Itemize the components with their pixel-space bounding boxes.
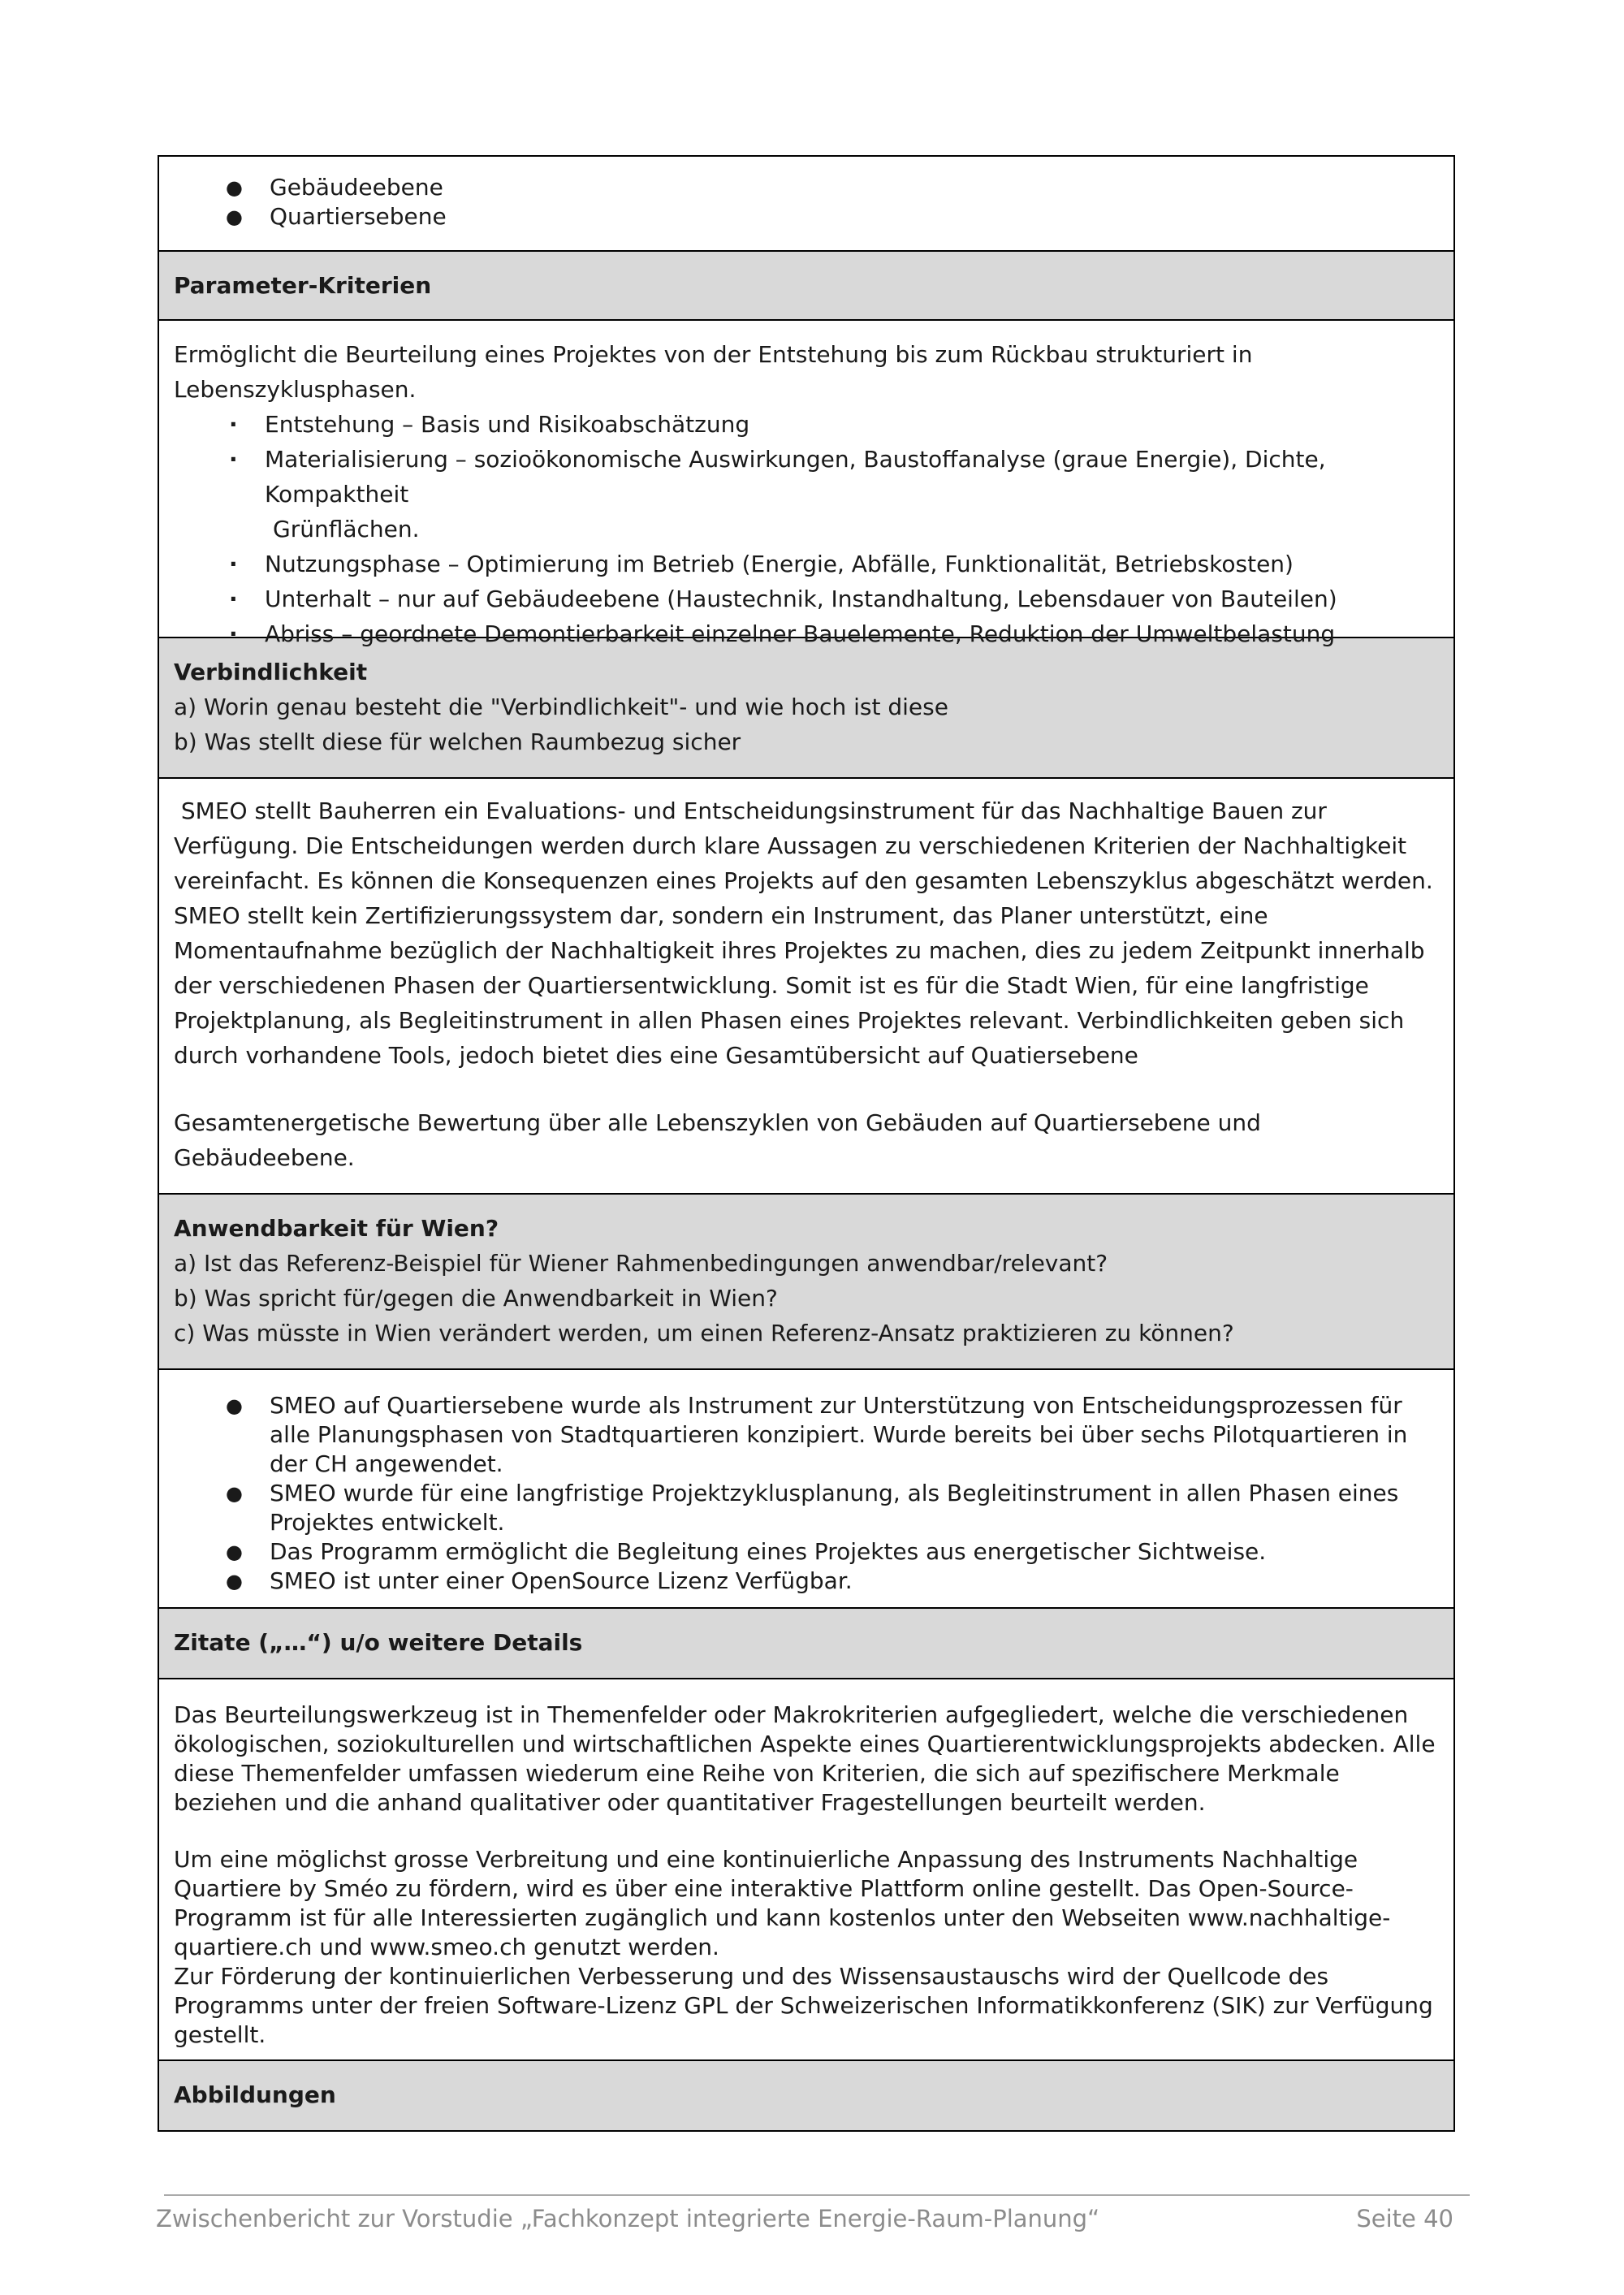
verbindlichkeit-body-row — [159, 779, 1453, 1195]
zitate-paragraph-3: Zur Förderung der kontinuierlichen Verbesserung und des Wissensaustauschs wird der Quellcode des Programms unter der freien Software-Lizenz GPL der Schweizerischen Informatikkonferenz (SIK) zur Verfügung gestellt. — [174, 1963, 1433, 2048]
section-heading: Parameter-Kriterien — [174, 272, 432, 299]
lifecycle-list — [174, 407, 1439, 651]
list-item: ● Quartiersebene — [174, 202, 1439, 231]
list-item: · Materialisierung – sozioökonomische Auswirkungen, Baustoffanalyse (graue Energie), Dichte, Kompaktheit Grünflächen. — [174, 442, 1439, 547]
question-b: b) Was spricht für/gegen die Anwendbarkeit in Wien? — [174, 1285, 778, 1312]
levels-list — [174, 173, 1439, 231]
parameter-heading-row — [159, 252, 1453, 321]
list-item: ● SMEO auf Quartiersebene wurde als Instrument zur Unterstützung von Entscheidungsprozessen für alle Planungsphasen von Stadtquartieren konzipiert. Wurde bereits bei über sechs Pilotquartieren in der CH angewendet. — [174, 1391, 1439, 1479]
zitate-heading-row — [159, 1609, 1453, 1679]
list-item: ● SMEO ist unter einer OpenSource Lizenz Verfügbar. — [174, 1567, 1439, 1596]
verbindlichkeit-paragraph: SMEO stellt Bauherren ein Evaluations- und Entscheidungsinstrument für das Nachhaltige Bauen zur Verfügung. Die Entscheidungen werden durch klare Aussagen zu verschiedenen Kriterien der Nachhaltigkeit vereinfacht. Es können die Konsequenzen eines Projekts auf den gesamten Lebenszyklus abgeschätzt werden. SMEO stellt kein Zertifizierungssystem dar, sondern ein Instrument, das Planer unterstützt, eine Momentaufnahme bezüglich der Nachhaltigkeit ihres Projektes zu machen, dies zu jedem Zeitpunkt innerhalb der verschiedenen Phasen der Quartiersentwicklung. Somit ist es für die Stadt Wien, für eine langfristige Projektplanung, als Begleitinstrument in allen Phasen eines Projektes relevant. Verbindlichkeiten geben sich durch vorhandene Tools, jedoch bietet dies eine Gesamtübersicht auf Quatiersebene — [174, 797, 1440, 1069]
section-heading: Verbindlichkeit — [174, 659, 368, 685]
abbildungen-heading-row — [159, 2061, 1453, 2132]
verbindlichkeit-summary: Gesamtenergetische Bewertung über alle Lebenszyklen von Gebäuden auf Quartiersebene und Gebäudeebene. — [174, 1109, 1261, 1171]
verbindlichkeit-heading-row — [159, 638, 1453, 779]
parameter-body-row — [159, 321, 1453, 647]
anwendbarkeit-heading-row — [159, 1195, 1453, 1370]
page-number: Seite 40 — [1356, 2205, 1453, 2232]
list-item: · Entstehung – Basis und Risikoabschätzung — [174, 407, 1439, 442]
list-item: ● SMEO wurde für eine langfristige Projektzyklusplanung, als Begleitinstrument in allen Phasen eines Projektes entwickelt. — [174, 1479, 1439, 1537]
question-c: c) Was müsste in Wien verändert werden, um einen Referenz-Ansatz praktizieren zu können? — [174, 1320, 1234, 1346]
list-item: · Abriss – geordnete Demontierbarkeit einzelner Bauelemente, Reduktion der Umweltbelastung — [174, 616, 1439, 651]
question-b: b) Was stellt diese für welchen Raumbezug sicher — [174, 728, 741, 755]
section-heading: Anwendbarkeit für Wien? — [174, 1215, 499, 1242]
list-item: · Unterhalt – nur auf Gebäudeebene (Haustechnik, Instandhaltung, Lebensdauer von Bauteilen) — [174, 581, 1439, 616]
section-heading: Zitate („…“) u/o weitere Details — [174, 1629, 583, 1656]
footer-divider — [164, 2194, 1470, 2196]
anwendbarkeit-body-row — [159, 1370, 1453, 1609]
list-item: · Nutzungsphase – Optimierung im Betrieb (Energie, Abfälle, Funktionalität, Betriebskosten) — [174, 547, 1439, 581]
list-item: ● Das Programm ermöglicht die Begleitung eines Projektes aus energetischer Sichtweise. — [174, 1537, 1439, 1567]
question-a: a) Ist das Referenz-Beispiel für Wiener Rahmenbedingungen anwendbar/relevant? — [174, 1250, 1108, 1277]
levels-row — [159, 157, 1453, 252]
question-a: a) Worin genau besteht die "Verbindlichkeit"- und wie hoch ist diese — [174, 694, 948, 720]
zitate-paragraph-1: Das Beurteilungswerkzeug ist in Themenfelder oder Makrokriterien aufgegliedert, welche die verschiedenen ökologischen, soziokulturellen und wirtschaftlichen Aspekte eines Quartierentwicklungsprojekts abdecken. Alle diese Themenfelder umfassen wiederum eine Reihe von Kriterien, die sich auf spezifischere Merkmale beziehen und die anhand qualitativer oder quantitativer Fragestellungen beurteilt werden. — [174, 1701, 1436, 1816]
footer-title: Zwischenbericht zur Vorstudie „Fachkonzept integrierte Energie-Raum-Planung“ — [156, 2205, 1100, 2232]
parameter-intro: Ermöglicht die Beurteilung eines Projektes von der Entstehung bis zum Rückbau strukturiert in Lebenszyklusphasen. — [174, 341, 1253, 403]
content-table — [158, 155, 1455, 2132]
list-item: ● Gebäudeebene — [174, 173, 1439, 202]
zitate-paragraph-2: Um eine möglichst grosse Verbreitung und eine kontinuierliche Anpassung des Instruments Nachhaltige Quartiere by Sméo zu fördern, wird es über eine interaktive Plattform online gestellt. Das Open-Source-Programm ist für alle Interessierten zugänglich und kann kostenlos unter den Webseiten www.nachhaltige-quartiere.ch und www.smeo.ch genutzt werden. — [174, 1846, 1391, 1960]
section-heading: Abbildungen — [174, 2081, 336, 2108]
zitate-body-row — [159, 1679, 1453, 2061]
anwendbarkeit-list — [174, 1391, 1439, 1596]
